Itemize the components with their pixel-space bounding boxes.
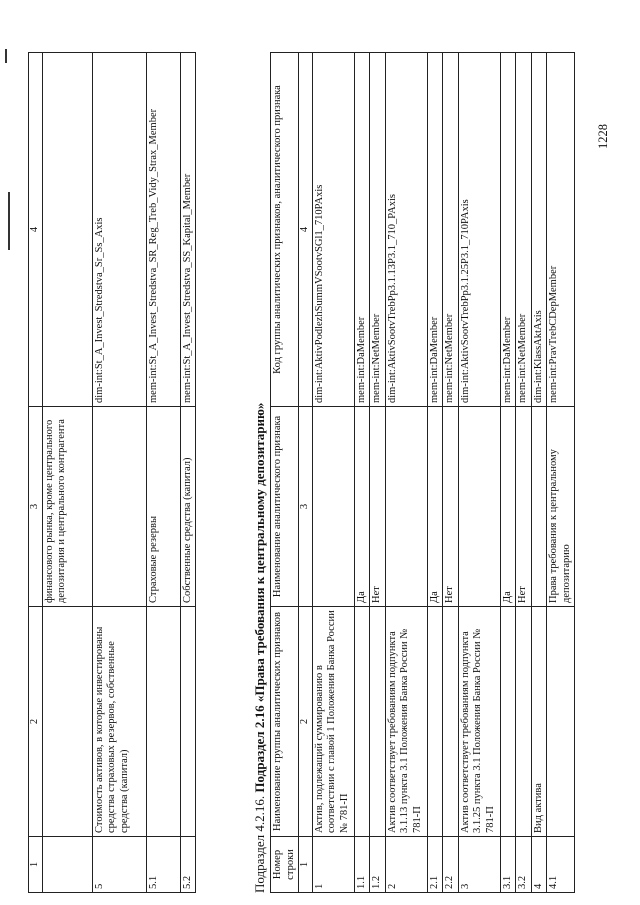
feature-name: Права требования к центральному депозитарию <box>547 407 575 607</box>
group-name: Актив соответствует требованиям подпункта 3.1.25 пункта 3.1 Положения Банка России № 781-П <box>458 607 500 837</box>
group-name <box>354 607 370 837</box>
row-number: 2.2 <box>443 837 459 893</box>
feature-name: Да <box>500 407 516 607</box>
column-number: 1 <box>299 837 313 893</box>
group-name: Актив соответствует требованиям подпункта 3.1.13 пункта 3.1 Положения Банка России № 781-П <box>385 607 427 837</box>
margin-mark <box>8 192 10 250</box>
row-number: 3.1 <box>500 837 516 893</box>
group-name: Стоимость активов, в которые инвестированы средства страховых резервов, собственные средства (капитал) <box>92 607 146 837</box>
column-number-row <box>299 53 313 893</box>
table-row <box>42 53 92 893</box>
feature-name: Нет <box>516 407 532 607</box>
code: dim-int:St_A_Invest_Stredstva_Sr_Ss_Axis <box>92 53 146 407</box>
group-name: Вид актива <box>531 607 547 837</box>
table-row <box>385 53 427 893</box>
code: mem-int:DaMember <box>500 53 516 407</box>
header-feature-name: Наименование аналитического признака <box>271 407 299 607</box>
code: mem-int:St_A_Invest_Stredstva_SR_Reg_Treb_Vidy_Strax_Member <box>146 53 180 407</box>
code: mem-int:NetMember <box>370 53 386 407</box>
code: dim-int:AktivSootvTrebPp3.1.13P3.1_710_PAxis <box>385 53 427 407</box>
code: mem-int:NetMember <box>516 53 532 407</box>
section-heading <box>252 43 268 893</box>
code: dim-int:KlassAktAxis <box>531 53 547 407</box>
code: mem-int:DaMember <box>427 53 443 407</box>
row-number: 3.2 <box>516 837 532 893</box>
row-number: 4 <box>531 837 547 893</box>
table-row <box>146 53 180 893</box>
group-name <box>180 607 196 837</box>
group-name <box>427 607 443 837</box>
feature-name: Нет <box>370 407 386 607</box>
group-name <box>146 607 180 837</box>
code: dim-int:AktivPodlezhSummVSootvSGl1_710PAxis <box>312 53 354 407</box>
row-number <box>42 837 92 893</box>
column-number: 3 <box>29 407 43 607</box>
group-name <box>370 607 386 837</box>
row-number: 1.2 <box>370 837 386 893</box>
code: mem-int:PravTrebCDepMember <box>547 53 575 407</box>
code <box>42 53 92 407</box>
header-row <box>271 53 299 893</box>
margin-mark <box>5 49 7 63</box>
header-code: Код группы аналитических признаков, аналитического признака <box>271 53 299 407</box>
row-number: 5 <box>92 837 146 893</box>
code: mem-int:NetMember <box>443 53 459 407</box>
table-row <box>92 53 146 893</box>
column-number: 4 <box>29 53 43 407</box>
feature-name <box>531 407 547 607</box>
row-number: 1.1 <box>354 837 370 893</box>
page-number: 1228 <box>596 124 610 149</box>
section-prefix: Подраздел 4.2.16. <box>252 795 267 893</box>
table-row <box>500 53 516 893</box>
table-row <box>312 53 354 893</box>
feature-name <box>92 407 146 607</box>
feature-name <box>312 407 354 607</box>
code: mem-int:St_A_Invest_Stredstva_SS_Kapital_Member <box>180 53 196 407</box>
section-title: Подраздел 2.16 «Права требования к центральному депозитарию» <box>252 402 267 793</box>
table-row <box>531 53 547 893</box>
row-number: 5.2 <box>180 837 196 893</box>
column-number: 1 <box>29 837 43 893</box>
column-number: 2 <box>29 607 43 837</box>
group-name <box>42 607 92 837</box>
row-number: 5.1 <box>146 837 180 893</box>
group-name <box>547 607 575 837</box>
header-row-number: Номер строки <box>271 837 299 893</box>
feature-name: финансового рынка, кроме центрального депозитария и центрального контрагента <box>42 407 92 607</box>
table-continuation <box>28 52 196 893</box>
feature-name: Да <box>354 407 370 607</box>
table-row <box>180 53 196 893</box>
analytic-features-table <box>270 52 575 893</box>
column-number-row <box>29 53 43 893</box>
row-number: 1 <box>312 837 354 893</box>
table-row <box>458 53 500 893</box>
table-row <box>427 53 443 893</box>
column-number: 2 <box>299 607 313 837</box>
group-name: Актив, подлежащий суммированию в соответствии с главой 1 Положения Банка России № 781-П <box>312 607 354 837</box>
column-number: 4 <box>299 53 313 407</box>
table-row <box>547 53 575 893</box>
table-row <box>370 53 386 893</box>
feature-name: Да <box>427 407 443 607</box>
code: dim-int:AktivSootvTrebPp3.1.25P3.1_710PAxis <box>458 53 500 407</box>
feature-name: Нет <box>443 407 459 607</box>
group-name <box>500 607 516 837</box>
table-row <box>516 53 532 893</box>
column-number: 3 <box>299 407 313 607</box>
feature-name <box>458 407 500 607</box>
feature-name: Страховые резервы <box>146 407 180 607</box>
group-name <box>443 607 459 837</box>
feature-name <box>385 407 427 607</box>
code: mem-int:DaMember <box>354 53 370 407</box>
group-name <box>516 607 532 837</box>
row-number: 4.1 <box>547 837 575 893</box>
row-number: 3 <box>458 837 500 893</box>
row-number: 2 <box>385 837 427 893</box>
feature-name: Собственные средства (капитал) <box>180 407 196 607</box>
row-number: 2.1 <box>427 837 443 893</box>
table-row <box>354 53 370 893</box>
header-group-name: Наименование группы аналитических признаков <box>271 607 299 837</box>
table-row <box>443 53 459 893</box>
